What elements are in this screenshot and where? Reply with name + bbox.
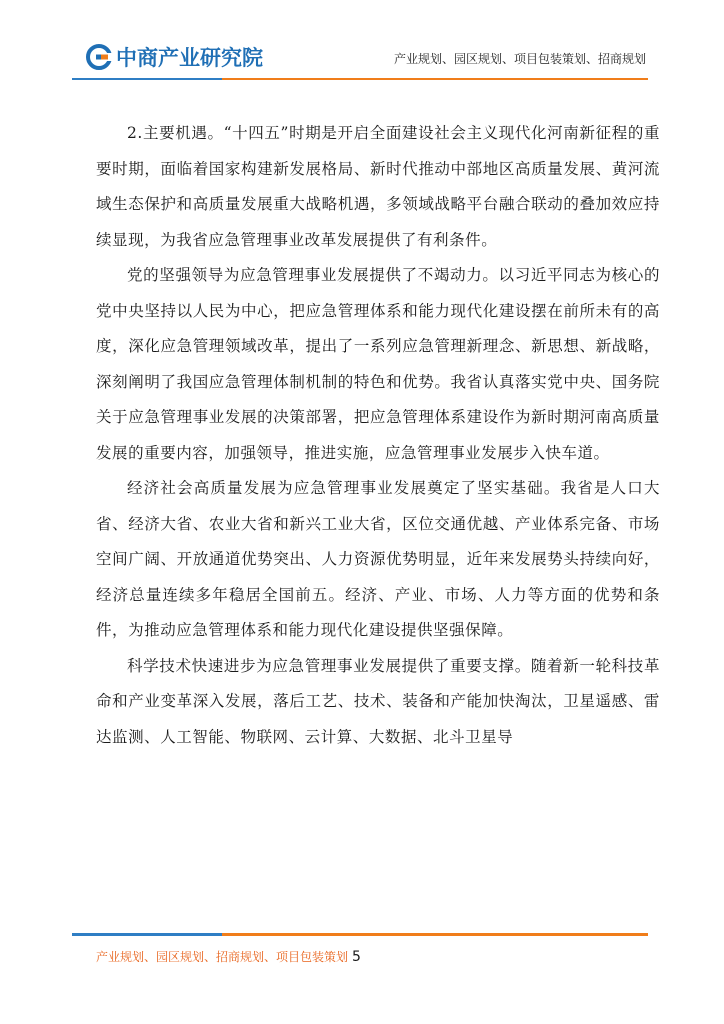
page-footer: [96, 946, 361, 965]
paragraph: 2.主要机遇。“十四五”时期是开启全面建设社会主义现代化河南新征程的重要时期，面临着国家构建新发展格局、新时代推动中部地区高质量发展、黄河流域生态保护和高质量发展重大战略机遇，多领域战略平台融合联动的叠加效应持续显现，为我省应急管理事业改革发展提供了有利条件。: [96, 124, 660, 249]
paragraph: 经济社会高质量发展为应急管理事业发展奠定了坚实基础。我省是人口大省、经济大省、农业大省和新兴工业大省，区位交通优越、产业体系完备、市场空间广阔、开放通道优势突出、人力资源优势明显，近年来发展势头持续向好，经济总量连续多年稳居全国前五。经济、产业、市场、人力等方面的优势和条件，为推动应急管理体系和能力现代化建设提供坚强保障。: [96, 479, 660, 639]
header-divider: [72, 78, 648, 80]
logo-text: 中商产业研究院: [116, 46, 263, 70]
footer-tagline: 产业规划、园区规划、招商规划、项目包装策划: [96, 950, 349, 964]
company-logo: [86, 42, 263, 72]
footer-divider: [72, 933, 648, 936]
paragraph: 党的坚强领导为应急管理事业发展提供了不竭动力。以习近平同志为核心的党中央坚持以人民为中心，把应急管理体系和能力现代化建设摆在前所未有的高度，深化应急管理领域改革，提出了一系列应急管理新理念、新思想、新战略，深刻阐明了我国应急管理体制机制的特色和优势。我省认真落实党中央、国务院关于应急管理事业发展的决策部署，把应急管理体系建设作为新时期河南高质量发展的重要内容，加强领导，推进实施，应急管理事业发展步入快车道。: [96, 266, 660, 462]
page-number: 5: [352, 949, 361, 965]
paragraph: 科学技术快速进步为应急管理事业发展提供了重要支撑。随着新一轮科技革命和产业变革深入发展，落后工艺、技术、装备和产能加快淘汰，卫星遥感、雷达监测、人工智能、物联网、云计算、大数据、北斗卫星导: [96, 656, 660, 746]
header-tagline: 产业规划、园区规划、项目包装策划、招商规划: [393, 52, 646, 66]
company-logo-icon: [86, 44, 112, 70]
page-header: [0, 0, 724, 90]
document-body: [96, 116, 660, 755]
